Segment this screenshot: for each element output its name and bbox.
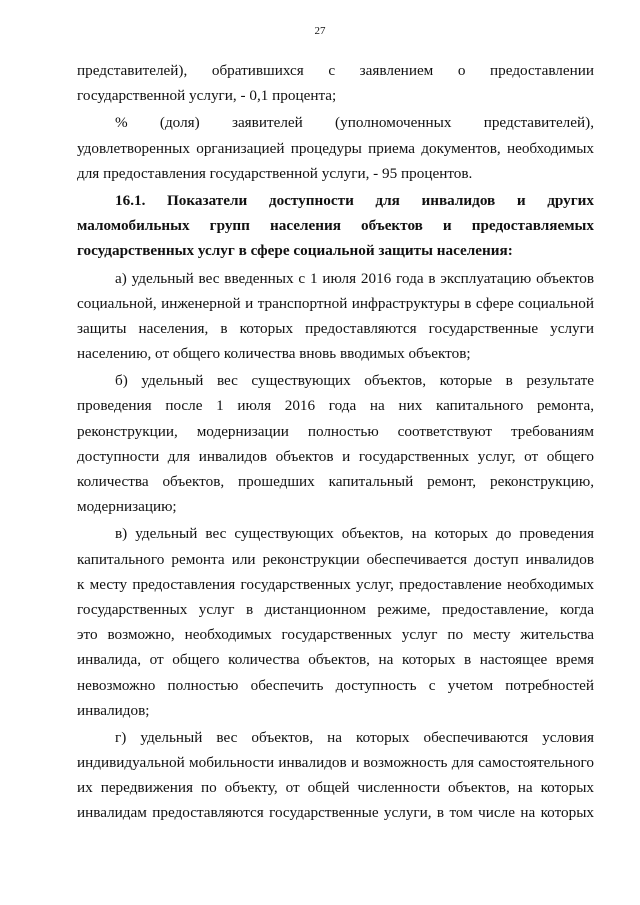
text-line: инвалидам предоставляются государственные услуги, в том числе на которых (77, 804, 594, 822)
text-line: невозможно полностью обеспечить доступность с учетом потребностей (77, 676, 594, 694)
text-line: удовлетворенных организацией процедуры приема документов, необходимых (77, 139, 594, 157)
text-line: в) удельный вес существующих объектов, на которых до проведения (115, 525, 594, 543)
text-line: % (доля) заявителей (уполномоченных представителей), (115, 114, 594, 132)
text-line: реконструкции, модернизации полностью соответствуют требованиям (77, 422, 594, 440)
paragraph-p1 (77, 58, 594, 108)
text-line: модернизацию; (77, 498, 177, 516)
paragraph-p5 (77, 368, 594, 519)
paragraph-p7 (77, 725, 594, 826)
text-line: к месту предоставления государственных услуг, предоставление необходимых (77, 575, 594, 593)
text-line: инвалидов; (77, 701, 150, 719)
paragraph-p4 (77, 266, 594, 367)
text-line: б) удельный вес существующих объектов, которые в результате (115, 372, 594, 390)
text-line: защиты населения, в которых предоставляются государственные услуги (77, 319, 594, 337)
paragraph-p3 (77, 188, 594, 264)
text-line: количества объектов, прошедших капитальный ремонт, реконструкцию, (77, 473, 594, 490)
text-line: капитального ремонта или реконструкции обеспечивается доступ инвалидов (77, 550, 594, 568)
paragraph-p6 (77, 521, 594, 723)
text-line: инвалида, от общего количества объектов, на которых в настоящее время (77, 651, 594, 669)
text-line: населению, от общего количества вновь вводимых объектов; (77, 345, 471, 363)
text-line: социальной, инженерной и транспортной инфраструктуры в сфере социальной (77, 294, 594, 312)
text-line: доступности для инвалидов объектов и государственных услуг, от общего (77, 447, 594, 465)
text-line: г) удельный вес объектов, на которых обеспечиваются условия (115, 728, 594, 746)
text-line: представителей), обратившихся с заявлением о предоставлении (77, 62, 594, 79)
text-line: государственных услуг в сфере социальной защиты населения: (77, 242, 513, 260)
text-line: государственной услуги, - 0,1 процента; (77, 87, 337, 105)
paragraph-gap (77, 826, 594, 828)
document-body (77, 58, 594, 828)
text-line: индивидуальной мобильности инвалидов и возможность для самостоятельного (77, 754, 594, 772)
text-line: проведения после 1 июля 2016 года на них капитального ремонта, (77, 397, 594, 415)
text-line: это возможно, необходимых государственных услуг по месту жительства (77, 626, 594, 644)
text-line: 16.1. Показатели доступности для инвалидов и других (115, 191, 594, 209)
paragraph-p2 (77, 110, 594, 186)
page-number: 27 (314, 25, 326, 37)
text-line: их передвижения по объекту, от общей численности объектов, на которых (77, 779, 594, 797)
text-line: а) удельный вес введенных с 1 июля 2016 года в эксплуатацию объектов (115, 269, 594, 287)
text-line: маломобильных групп населения объектов и предоставляемых (77, 217, 594, 235)
text-line: государственных услуг в дистанционном режиме, предоставление, когда (77, 600, 594, 618)
text-line: для предоставления государственной услуги, - 95 процентов. (77, 164, 473, 182)
